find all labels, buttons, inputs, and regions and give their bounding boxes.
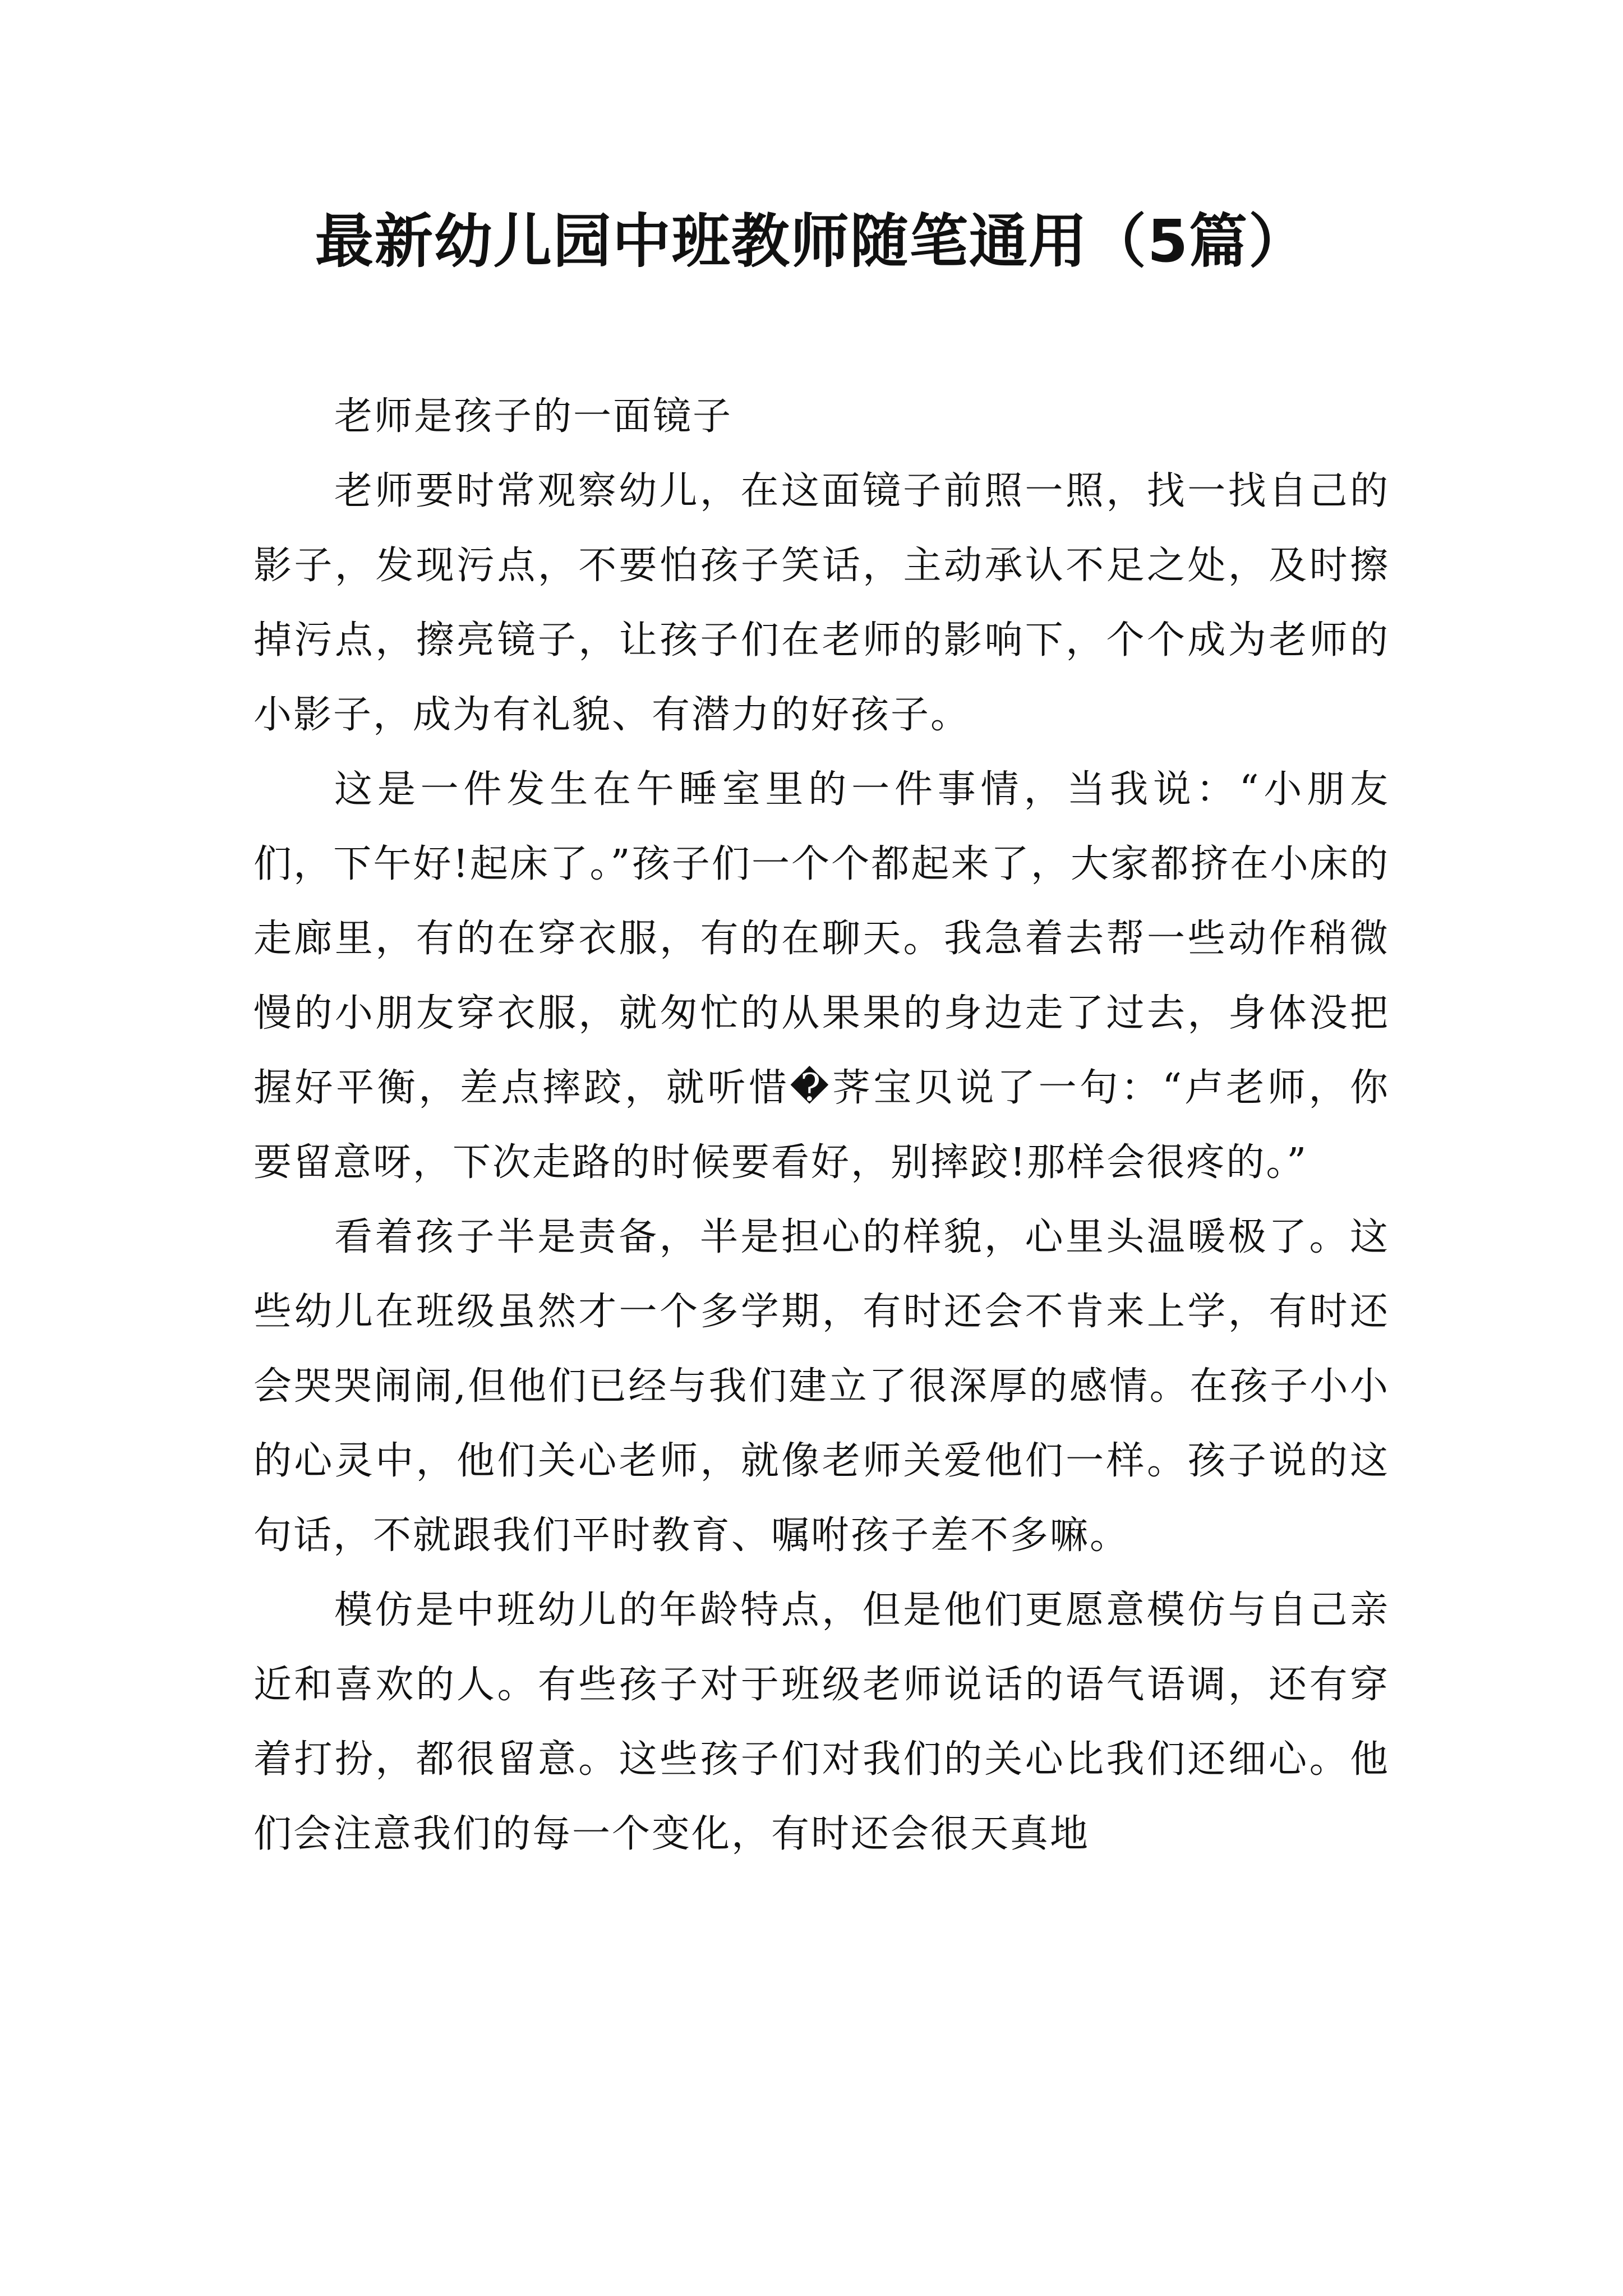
paragraph-1: 老师要时常观察幼儿，在这面镜子前照一照，找一找自己的影子，发现污点，不要怕孩子笑话，主动承认不足之处，及时擦掉污点，擦亮镜子，让孩子们在老师的影响下，个个成为老师的小影子，成为有礼貌、有潜力的好孩子。 [253, 469, 1390, 737]
paragraph-subtitle: 老师是孩子的一面镜子 [334, 394, 733, 439]
document-title: 最新幼儿园中班教师随笔通用（5篇） [315, 207, 1308, 275]
paragraph-3: 看着孩子半是责备，半是担心的样貌，心里头温暖极了。这些幼儿在班级虽然才一个多学期，有时还会不肯来上学，有时还会哭哭闹闹,但他们已经与我们建立了很深厚的感情。在孩子小小的心灵中，他们关心老师，就像老师关爱他们一样。孩子说的这句话，不就跟我们平时教育、嘱咐孩子差不多嘛。 [253, 1215, 1390, 1558]
paragraph-2: 这是一件发生在午睡室里的一件事情，当我说：“小朋友们，下午好!起床了。”孩子们一个个都起来了，大家都挤在小床的走廊里，有的在穿衣服，有的在聊天。我急着去帮一些动作稍微慢的小朋友穿衣服，就匆忙的从果果的身边走了过去，身体没把握好平衡，差点摔跤，就听惜�荠宝贝说了一句：“卢老师，你要留意呀，下次走路的时候要看好，别摔跤!那样会很疼的。” [253, 767, 1390, 1185]
paragraph-4: 模仿是中班幼儿的年龄特点，但是他们更愿意模仿与自己亲近和喜欢的人。有些孩子对于班级老师说话的语气语调，还有穿着打扮，都很留意。这些孩子们对我们的关心比我们还细心。他们会注意我们的每一个变化，有时还会很天真地 [253, 1588, 1390, 1856]
document-body [253, 379, 1390, 1871]
